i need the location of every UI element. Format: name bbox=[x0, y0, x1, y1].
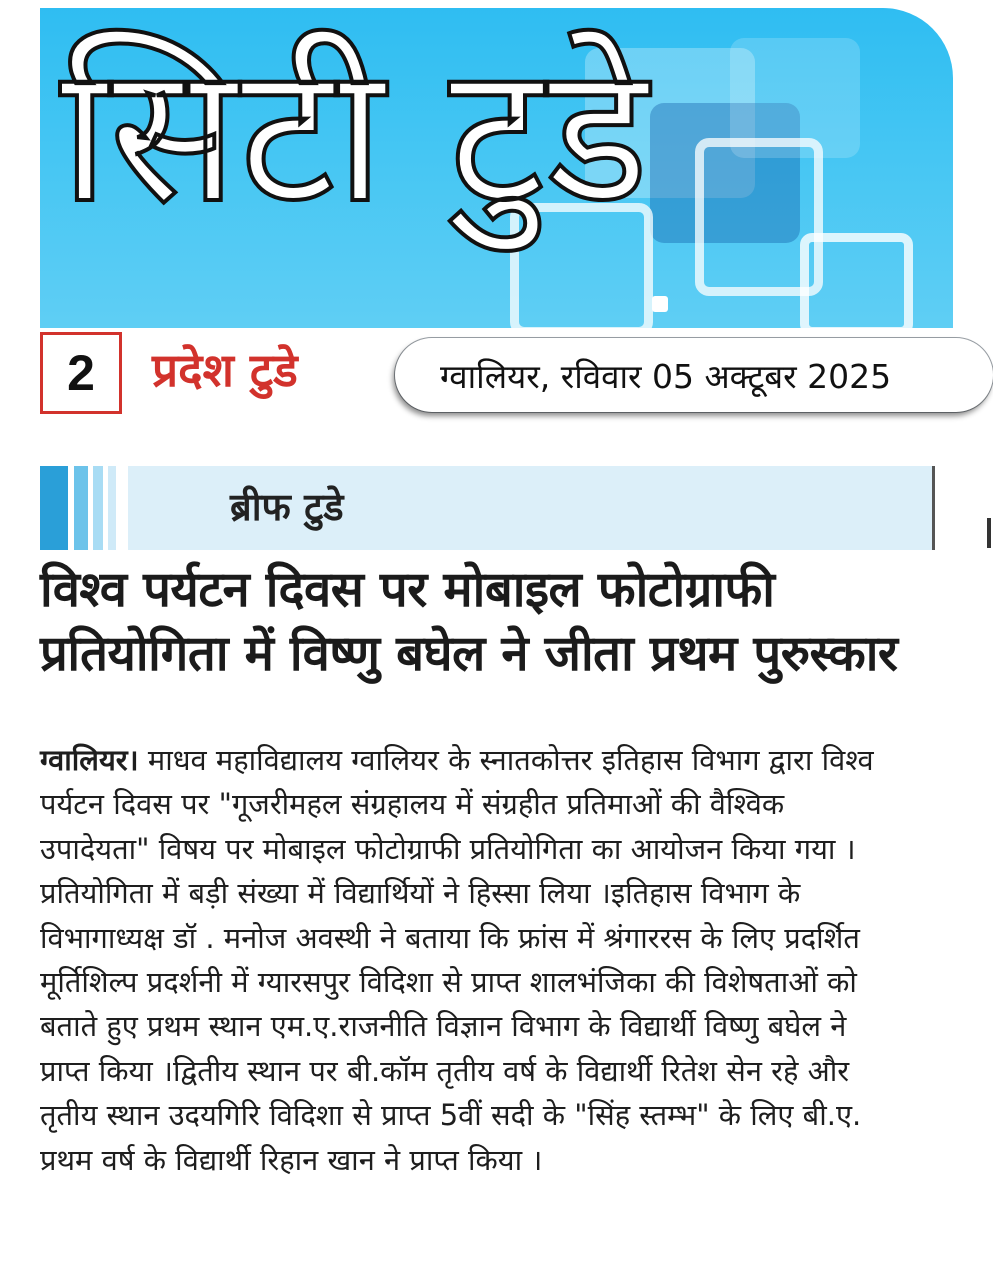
column-rule bbox=[987, 518, 991, 548]
article-body bbox=[40, 738, 965, 1182]
masthead bbox=[40, 8, 953, 328]
headline-line: विश्व पर्यटन दिवस पर मोबाइल फोटोग्राफी bbox=[40, 561, 775, 618]
article-line: पर्यटन दिवस पर "गूजरीमहल संग्रहालय में संग्रहीत प्रतिमाओं की वैश्विक bbox=[40, 787, 785, 822]
article-line: विभागाध्यक्ष डॉ . मनोज अवस्थी ने बताया कि फ्रांस में श्रंगाररस के लिए प्रदर्शित bbox=[40, 920, 860, 955]
article-line: प्राप्त किया ।द्वितीय स्थान पर बी.कॉम तृतीय वर्ष के विद्यार्थी रितेश सेन रहे और bbox=[40, 1053, 850, 1088]
decorative-frame bbox=[800, 233, 913, 328]
page-strip bbox=[40, 330, 993, 420]
article-line: तृतीय स्थान उदयगिरि विदिशा से प्राप्त 5वीं सदी के "सिंह स्तम्भ" के लिए बी.ए. bbox=[40, 1098, 862, 1133]
section-name: प्रदेश टुडे bbox=[152, 343, 298, 397]
brief-bar bbox=[40, 466, 935, 550]
article-line-text: माधव महाविद्यालय ग्वालियर के स्नातकोत्तर इतिहास विभाग द्वारा विश्व bbox=[138, 743, 874, 777]
article-line: उपादेयता" विषय पर मोबाइल फोटोग्राफी प्रतियोगिता का आयोजन किया गया । bbox=[40, 831, 856, 866]
brief-bar-stripe bbox=[40, 466, 68, 550]
brief-label: ब्रीफ टुडे bbox=[230, 485, 344, 529]
article-line: प्रतियोगिता में बड़ी संख्या में विद्यार्थियों ने हिस्सा लिया ।इतिहास विभाग के bbox=[40, 876, 801, 911]
article-line bbox=[40, 738, 965, 782]
masthead-title: सिटी टुडे bbox=[60, 24, 651, 245]
brief-bar-stripe bbox=[74, 466, 88, 550]
edition-dateline: ग्वालियर, रविवार 05 अक्टूबर 2025 bbox=[395, 338, 993, 412]
brief-bar-stripe bbox=[93, 466, 103, 550]
headline-line: प्रतियोगिता में विष्णु बघेल ने जीता प्रथम पुरुस्कार bbox=[40, 625, 898, 682]
brief-bar-stripe bbox=[108, 466, 116, 550]
article-line: प्रथम वर्ष के विद्यार्थी रिहान खान ने प्राप्त किया । bbox=[40, 1142, 543, 1177]
article-line: मूर्तिशिल्प प्रदर्शनी में ग्यारसपुर विदिशा से प्राप्त शालभंजिका की विशेषताओं को bbox=[40, 965, 857, 1000]
page-number: 2 bbox=[40, 332, 122, 414]
decorative-dot bbox=[652, 296, 668, 312]
article-dateline: ग्वालियर। bbox=[40, 743, 139, 777]
article-line: बताते हुए प्रथम स्थान एम.ए.राजनीति विज्ञान विभाग के विद्यार्थी विष्णु बघेल ने bbox=[40, 1009, 847, 1044]
article-headline bbox=[40, 558, 990, 686]
